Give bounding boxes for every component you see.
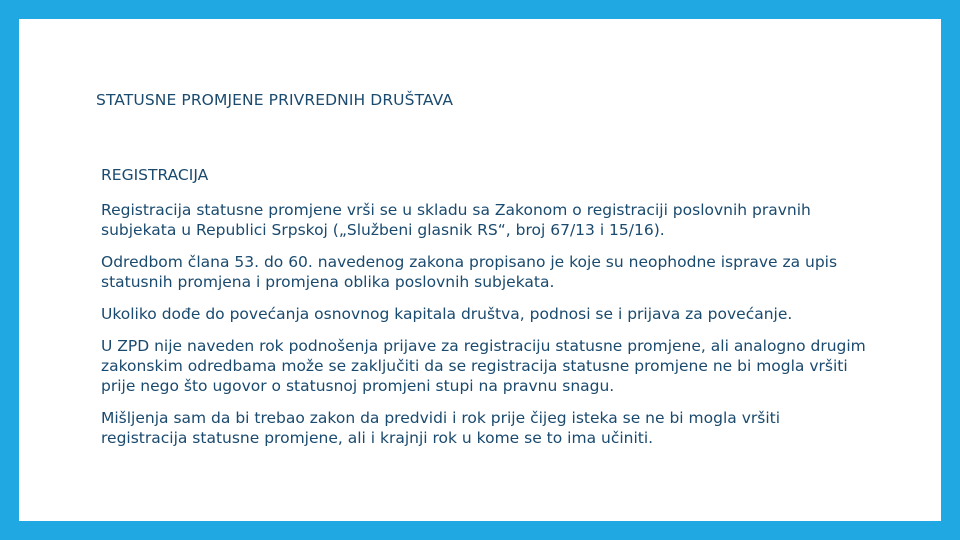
body-paragraph-capital-increase: Ukoliko dođe do povećanja osnovnog kapitala društva, podnosi se i prijava za povećanje. — [101, 305, 793, 323]
body-paragraph-opinion: Mišljenja sam da bi trebao zakon da predvidi i rok prije čijeg isteka se ne bi mogla vršiti registracija statusne promjene, ali i krajnji rok u kome se to ima učiniti. — [101, 409, 781, 447]
slide-title: STATUSNE PROMJENE PRIVREDNIH DRUŠTAVA — [96, 91, 454, 109]
body-paragraph-filing-deadline: U ZPD nije naveden rok podnošenja prijave za registraciju statusne promjene, ali analogno drugim zakonskim odredbama može se zaključiti da se registracija statusne promjene ne bi mogla vršiti prije nego što ugovor o statusnoj promjeni stupi na pravnu snagu. — [101, 337, 866, 395]
slide-content-area — [19, 19, 941, 521]
body-paragraph-required-documents: Odredbom člana 53. do 60. navedenog zakona propisano je koje su neophodne isprave za upis statusnih promjena i promjena oblika poslovnih subjekata. — [101, 253, 838, 291]
section-heading: REGISTRACIJA — [101, 166, 209, 184]
body-paragraph-registration-law: Registracija statusne promjene vrši se u skladu sa Zakonom o registraciji poslovnih pravnih subjekata u Republici Srpskoj („Službeni glasnik RS“, broj 67/13 i 15/16). — [101, 201, 811, 239]
slide-body — [101, 165, 871, 460]
